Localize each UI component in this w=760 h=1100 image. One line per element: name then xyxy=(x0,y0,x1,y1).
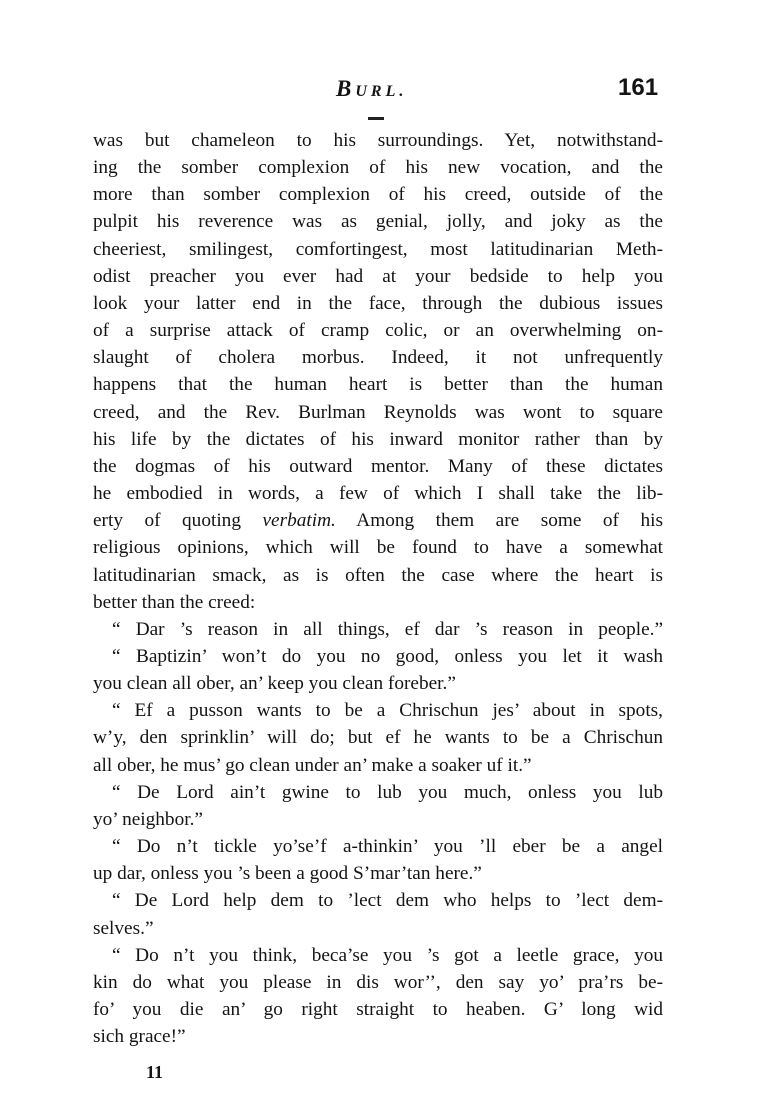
text-line xyxy=(93,317,663,344)
text-segment: yo’ neighbor.” xyxy=(93,808,203,830)
text-segment: Among them are some of his xyxy=(335,510,663,532)
text-segment: w’y, den sprinklin’ will do; but ef he wants to be a Chrischun xyxy=(93,727,663,749)
text-segment: of a surprise attack of cramp colic, or an overwhelming on- xyxy=(93,320,663,342)
text-segment: his life by the dictates of his inward monitor rather than by xyxy=(93,428,663,450)
text-segment: “ Do n’t you think, beca’se you ’s got a leetle grace, you xyxy=(112,944,663,966)
text-line xyxy=(93,833,663,860)
text-line xyxy=(93,1023,663,1050)
text-segment: “ Do n’t tickle yo’se’f a-thinkin’ you ’ll eber be a angel xyxy=(112,836,663,858)
text-segment: the dogmas of his outward mentor. Many of these dictates xyxy=(93,455,663,477)
text-line xyxy=(93,860,663,887)
text-segment: better than the creed: xyxy=(93,591,256,613)
text-segment: “ De Lord ain’t gwine to lub you much, onless you lub xyxy=(112,781,663,803)
running-head xyxy=(0,72,760,112)
text-line xyxy=(93,236,663,263)
text-segment: “ Ef a pusson wants to be a Chrischun jes’ about in spots, xyxy=(112,700,663,722)
text-segment: up dar, onless you ’s been a good S’mar’tan here.” xyxy=(93,863,482,885)
text-line xyxy=(93,534,663,561)
text-segment: more than somber complexion of his creed, outside of the xyxy=(93,184,663,206)
text-line xyxy=(93,697,663,724)
text-line xyxy=(93,589,663,616)
text-line xyxy=(93,208,663,235)
text-segment: you clean all ober, an’ keep you clean foreber.” xyxy=(93,673,456,695)
page-number: 161 xyxy=(618,74,659,101)
text-segment: creed, and the Rev. Burlman Reynolds was wont to square xyxy=(93,401,663,423)
text-segment: selves.” xyxy=(93,917,154,939)
text-line xyxy=(93,996,663,1023)
text-segment: look your latter end in the face, through the dubious issues xyxy=(93,292,663,314)
body-text xyxy=(93,127,663,1050)
text-segment: pulpit his reverence was as genial, jolly, and joky as the xyxy=(93,211,663,233)
text-line xyxy=(93,752,663,779)
text-segment: cheeriest, smilingest, comfortingest, most latitudinarian Meth- xyxy=(93,238,663,260)
text-segment: happens that the human heart is better than the human xyxy=(93,374,663,396)
text-line xyxy=(93,969,663,996)
text-line xyxy=(93,643,663,670)
text-line xyxy=(93,181,663,208)
text-line xyxy=(93,724,663,751)
text-line xyxy=(93,399,663,426)
running-head-title xyxy=(336,76,407,102)
text-segment: was but chameleon to his surroundings. Yet, notwithstand- xyxy=(93,130,663,151)
text-line xyxy=(93,887,663,914)
text-line xyxy=(93,562,663,589)
text-segment: fo’ you die an’ go right straight to heaben. G’ long wid xyxy=(93,999,663,1020)
text-line xyxy=(93,263,663,290)
text-segment: he embodied in words, a few of which I shall take the lib- xyxy=(93,483,663,505)
text-line xyxy=(93,942,663,969)
text-segment: sich grace!” xyxy=(93,1026,186,1048)
text-line xyxy=(93,371,663,398)
head-rule-divider xyxy=(368,117,384,120)
text-segment: erty of quoting xyxy=(93,510,263,532)
text-line xyxy=(93,480,663,507)
text-line xyxy=(93,806,663,833)
text-segment: “ Dar ’s reason in all things, ef dar ’s reason in people.” xyxy=(112,618,663,640)
text-line xyxy=(93,915,663,942)
text-line xyxy=(93,779,663,806)
text-line xyxy=(93,507,663,534)
text-segment: “ De Lord help dem to ’lect dem who helps to ’lect dem- xyxy=(112,890,663,912)
text-segment: latitudinarian smack, as is often the case where the heart is xyxy=(93,564,663,586)
text-line xyxy=(93,453,663,480)
text-line xyxy=(93,616,663,643)
title-initial: B xyxy=(336,76,356,101)
text-segment: “ Baptizin’ won’t do you no good, onless you let it wash xyxy=(112,645,663,667)
text-segment: religious opinions, which will be found to have a somewhat xyxy=(93,537,663,559)
text-line xyxy=(93,670,663,697)
text-segment: all ober, he mus’ go clean under an’ make a soaker uf it.” xyxy=(93,754,532,776)
italic-text: verbatim. xyxy=(262,510,336,532)
text-segment: ing the somber complexion of his new vocation, and the xyxy=(93,157,663,179)
text-line xyxy=(93,154,663,181)
text-line xyxy=(93,344,663,371)
text-segment: kin do what you please in dis wor’’, den say yo’ pra’rs be- xyxy=(93,971,663,993)
title-rest: URL. xyxy=(355,83,408,100)
text-segment: slaught of cholera morbus. Indeed, it not unfrequently xyxy=(93,347,663,369)
text-line xyxy=(93,290,663,317)
text-segment: odist preacher you ever had at your bedside to help you xyxy=(93,265,663,287)
text-line xyxy=(93,127,663,154)
signature-mark: 11 xyxy=(146,1062,164,1082)
text-line xyxy=(93,426,663,453)
